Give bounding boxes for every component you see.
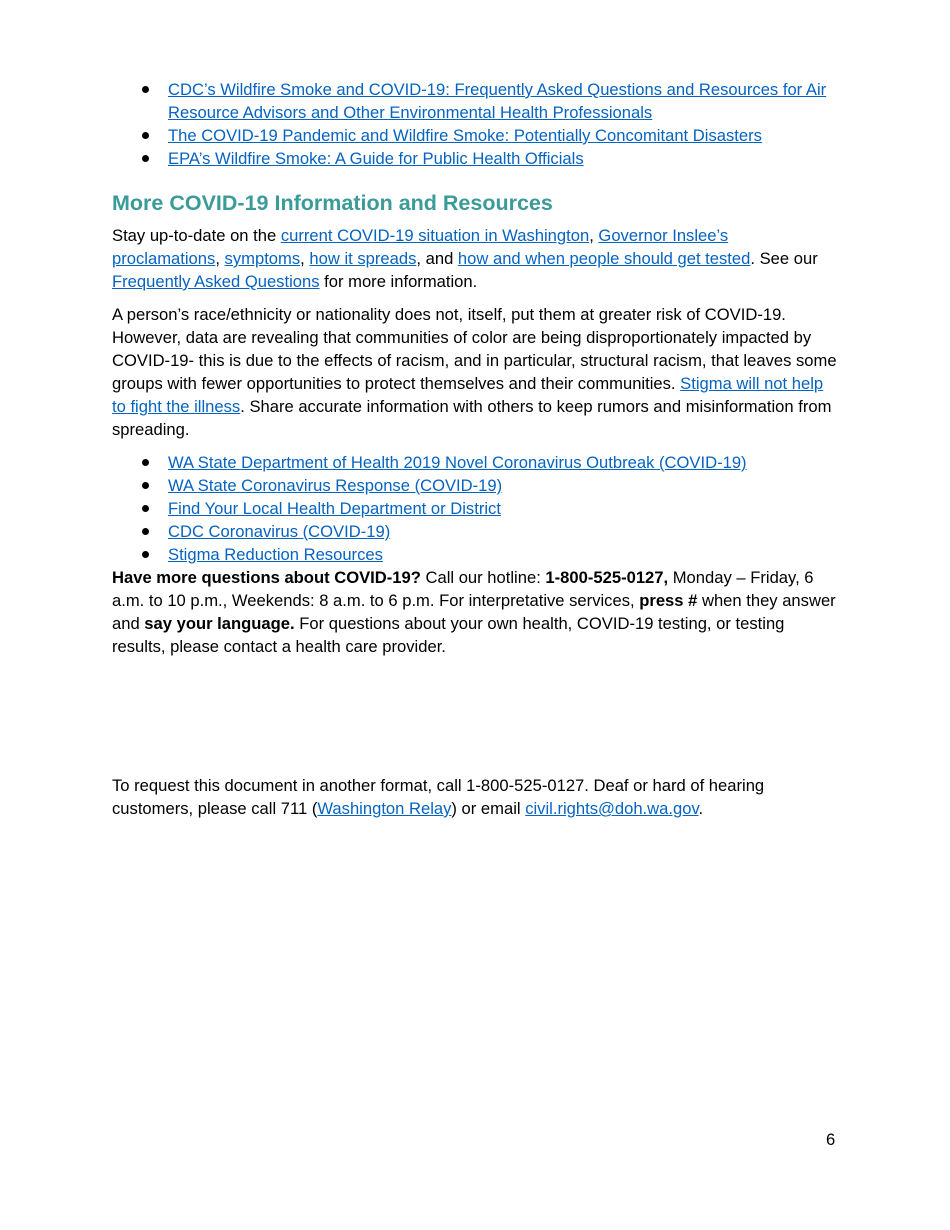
- text-run: To request this document in another format, call 1-800-525-0127. Deaf or hard of hearing customers, please call 711 (: [112, 776, 765, 818]
- link-local-health-department[interactable]: Find Your Local Health Department or District: [168, 499, 501, 518]
- text-run: Call our hotline:: [420, 568, 546, 587]
- list-item: [112, 497, 838, 520]
- text-run: Stay up-to-date on the: [112, 226, 281, 245]
- alternate-format-paragraph: [112, 774, 838, 820]
- text-run: , and: [416, 249, 458, 268]
- text-run: ,: [215, 249, 225, 268]
- link-symptoms[interactable]: symptoms: [224, 249, 301, 268]
- stay-up-to-date-paragraph: [112, 224, 838, 293]
- text-run: for more information.: [319, 272, 478, 291]
- link-cdc-wildfire-smoke-faq[interactable]: CDC’s Wildfire Smoke and COVID-19: Frequently Asked Questions and Resources for Air Resource Advisors and Other Environmental Health Professionals: [168, 80, 827, 122]
- link-civil-rights-email[interactable]: civil.rights@doh.wa.gov: [525, 799, 699, 818]
- text-run: ) or email: [451, 799, 526, 818]
- text-run: Monday – Friday, 6 a.m. to 10 p.m., Weekends: 8 a.m. to 6 p.m. For interpretative services,: [112, 568, 814, 610]
- text-run: .: [698, 799, 704, 818]
- text-run: . See our: [750, 249, 818, 268]
- link-current-situation[interactable]: current COVID-19 situation in Washington: [280, 226, 590, 245]
- wildfire-resource-list: [112, 78, 838, 170]
- link-faq[interactable]: Frequently Asked Questions: [112, 272, 320, 291]
- text-run: ,: [589, 226, 599, 245]
- covid-resource-list: [112, 451, 838, 566]
- list-item: [112, 474, 838, 497]
- link-epa-wildfire-smoke-guide[interactable]: EPA’s Wildfire Smoke: A Guide for Public Health Officials: [168, 149, 584, 168]
- page-number: 6: [826, 1130, 836, 1149]
- link-doh-outbreak[interactable]: WA State Department of Health 2019 Novel Coronavirus Outbreak (COVID-19): [168, 453, 747, 472]
- text-run: when they answer and: [112, 591, 836, 633]
- link-stigma-reduction[interactable]: Stigma Reduction Resources: [168, 545, 383, 564]
- link-pandemic-wildfire-smoke[interactable]: The COVID-19 Pandemic and Wildfire Smoke: Potentially Concomitant Disasters: [168, 126, 762, 145]
- hotline-paragraph: [112, 566, 838, 658]
- text-run: For questions about your own health, COVID-19 testing, or testing results, please contact a health care provider.: [112, 614, 785, 656]
- hotline-number: 1-800-525-0127,: [545, 568, 669, 587]
- text-run: . Share accurate information with others to keep rumors and misinformation from spreading.: [112, 397, 832, 439]
- bold-run: Have more questions about COVID-19?: [112, 568, 421, 587]
- list-item: [112, 147, 838, 170]
- stigma-paragraph: [112, 303, 838, 441]
- document-page: [112, 78, 838, 830]
- link-governor-proclamations[interactable]: Governor Inslee’s proclamations: [112, 226, 729, 268]
- link-washington-relay[interactable]: Washington Relay: [317, 799, 452, 818]
- list-item: [112, 124, 838, 147]
- list-item: [112, 451, 838, 474]
- link-cdc-coronavirus[interactable]: CDC Coronavirus (COVID-19): [168, 522, 391, 541]
- text-run: A person’s race/ethnicity or nationality does not, itself, put them at greater risk of COVID-19. However, data are revealing that communities of color are being disproportionately impacted by COVID-19- this is due to the effects of racism, and in particular, structural racism, that leaves some groups with fewer opportunities to protect themselves and their communities.: [112, 305, 837, 393]
- list-item: [112, 543, 838, 566]
- bold-run: say your language.: [144, 614, 295, 633]
- section-heading: More COVID-19 Information and Resources: [112, 191, 553, 215]
- link-stigma[interactable]: Stigma will not help to fight the illness: [112, 374, 824, 416]
- list-item: [112, 78, 838, 124]
- list-item: [112, 520, 838, 543]
- link-testing[interactable]: how and when people should get tested: [457, 249, 751, 268]
- link-how-it-spreads[interactable]: how it spreads: [309, 249, 417, 268]
- bold-run: press #: [639, 591, 698, 610]
- text-run: ,: [300, 249, 310, 268]
- link-wa-coronavirus-response[interactable]: WA State Coronavirus Response (COVID-19): [168, 476, 503, 495]
